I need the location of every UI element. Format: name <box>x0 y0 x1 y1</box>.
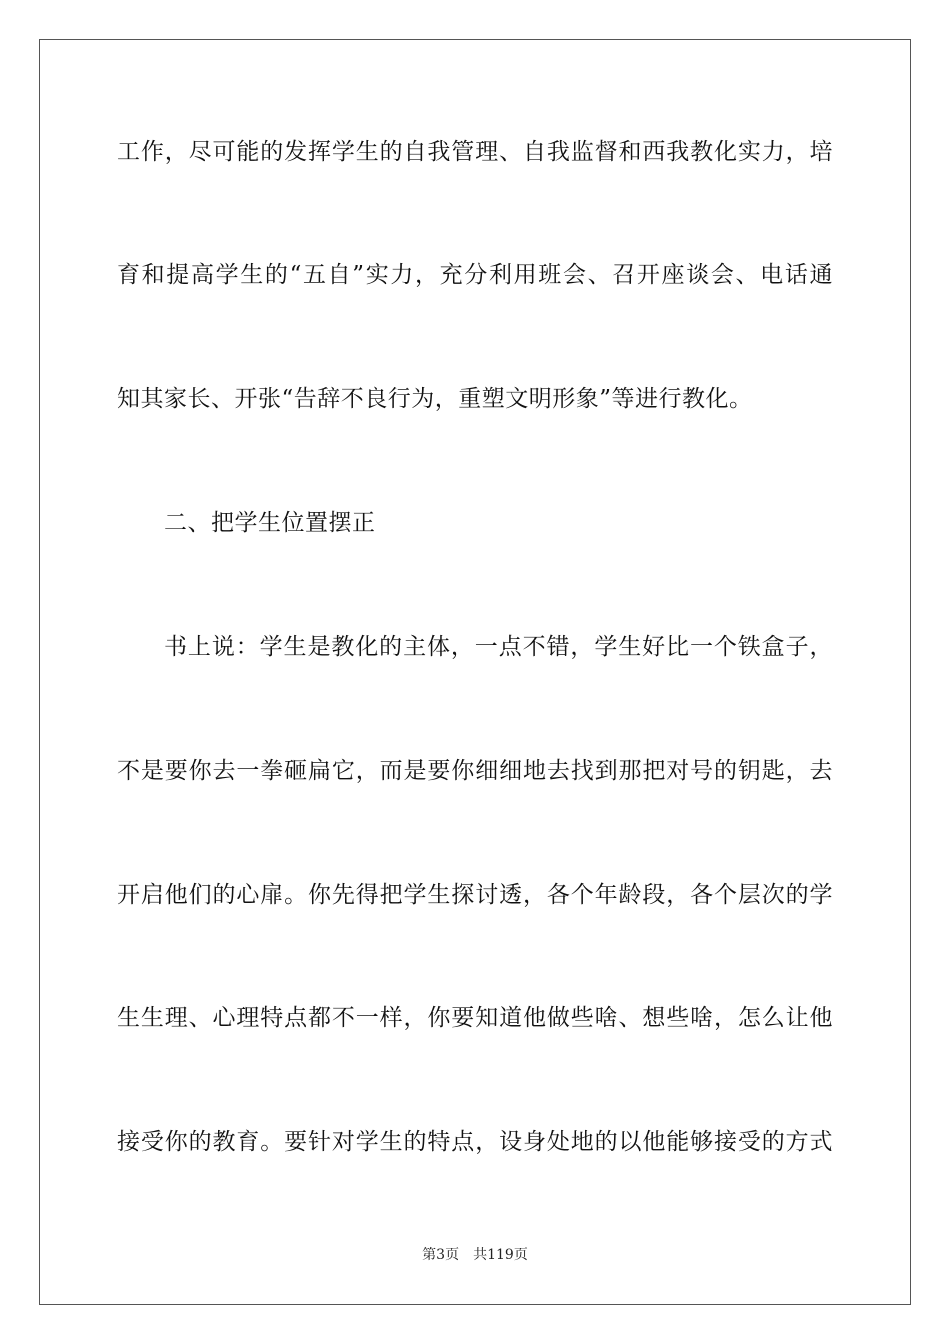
page-number: 第3页 <box>422 1247 460 1263</box>
body-text-line: 育和提高学生的“五自”实力，充分利用班会、召开座谈会、电话通 <box>117 262 833 288</box>
body-text-line: 知其家长、开张“告辞不良行为，重塑文明形象”等进行教化。 <box>117 386 753 412</box>
page-total: 共119页 <box>473 1247 528 1263</box>
body-text-line: 书上说：学生是教化的主体，一点不错，学生好比一个铁盒子， <box>164 634 833 660</box>
body-text-line: 接受你的教育。要针对学生的特点，设身处地的以他能够接受的方式 <box>117 1129 833 1155</box>
body-text-line: 工作，尽可能的发挥学生的自我管理、自我监督和西我教化实力，培 <box>117 139 833 165</box>
body-text-line: 生生理、心理特点都不一样，你要知道他做些啥、想些啥，怎么让他 <box>117 1005 833 1031</box>
page-border <box>39 39 911 1305</box>
body-text-line: 不是要你去一拳砸扁它，而是要你细细地去找到那把对号的钥匙，去 <box>117 758 833 784</box>
body-text-line: 开启他们的心扉。你先得把学生探讨透，各个年龄段，各个层次的学 <box>117 882 833 908</box>
page-footer <box>0 1246 950 1264</box>
section-heading: 二、把学生位置摆正 <box>164 510 376 536</box>
